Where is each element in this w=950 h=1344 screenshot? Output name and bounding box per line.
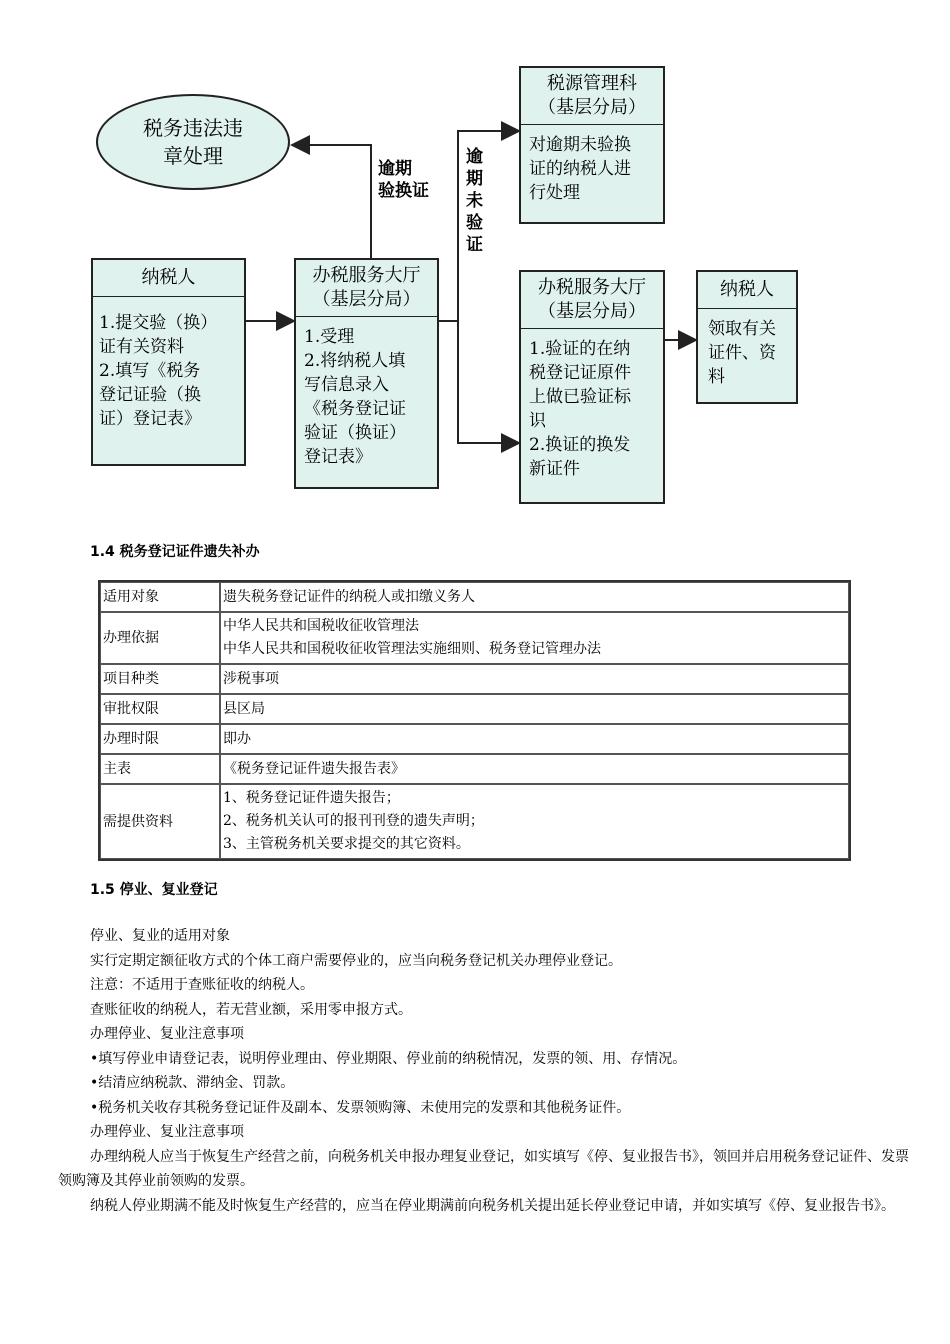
table-row — [100, 582, 849, 612]
row-label: 需提供资料 — [100, 784, 220, 859]
row-value — [220, 664, 849, 694]
box-title: 办税服务大厅 （基层分局） — [296, 260, 437, 317]
row-value — [220, 784, 849, 859]
lost-certificate-table — [98, 580, 851, 861]
label-overdue-not-verified: 逾 期 未 验 证 — [466, 147, 483, 255]
box-body: 对逾期未验换 证的纳税人进 行处理 — [529, 135, 631, 203]
section-14-title: 1.4 税务登记证件遗失补办 — [90, 544, 260, 560]
row-value — [220, 724, 849, 754]
row-value — [220, 612, 849, 664]
value-line: 即办 — [223, 730, 251, 747]
paragraph: 办理停业、复业注意事项 — [90, 1124, 244, 1140]
box-body: 1.受理 2.将纳税人填 写信息录入 《税务登记证 验证（换证） 登记表》 — [304, 327, 406, 467]
paragraph: 办理纳税人应当于恢复生产经营之前，向税务机关申报办理复业登记，如实填写《停、复业报告书》，领回并启用税务登记证件、发票领购簿及其停业前领购的发票。 — [58, 1148, 909, 1189]
value-line: 遗失税务登记证件的纳税人或扣缴义务人 — [223, 588, 475, 605]
row-label: 审批权限 — [100, 694, 220, 724]
table-row — [100, 724, 849, 754]
box-title: 税源管理科 （基层分局） — [521, 68, 663, 125]
table-body — [100, 582, 849, 859]
table-row — [100, 784, 849, 859]
row-label: 办理依据 — [100, 612, 220, 664]
value-line: 涉税事项 — [223, 670, 279, 687]
row-value — [220, 754, 849, 784]
box-title: 办税服务大厅 （基层分局） — [521, 272, 663, 329]
tax-service-hall-verify-box — [519, 270, 665, 504]
value-line: 2、税务机关认可的报刊刊登的遗失声明； — [223, 813, 484, 829]
bullet-item: •税务机关收存其税务登记证件及副本、发票领购簿、未使用完的发票和其他税务证件。 — [90, 1099, 631, 1116]
tax-service-hall-box — [294, 258, 439, 489]
table-row — [100, 664, 849, 694]
paragraph: 办理停业、复业注意事项 — [90, 1026, 244, 1042]
paragraph: 查账征收的纳税人，若无营业额，采用零申报方式。 — [90, 1001, 412, 1018]
section-15-body — [58, 924, 918, 1218]
paragraph: 实行定期定额征收方式的个体工商户需要停业的，应当向税务登记机关办理停业登记。 — [90, 952, 622, 969]
row-label: 项目种类 — [100, 664, 220, 694]
taxpayer-collect-box — [696, 270, 798, 404]
row-label: 主表 — [100, 754, 220, 784]
paragraph: 纳税人停业期满不能及时恢复生产经营的，应当在停业期满前向税务机关提出延长停业登记申请，并如实填写《停、复业报告书》。 — [90, 1197, 895, 1214]
box-title: 纳税人 — [698, 272, 796, 309]
box-title: 纳税人 — [93, 260, 244, 297]
paragraph: 停业、复业的适用对象 — [90, 928, 230, 944]
registration-verification-flowchart — [0, 0, 950, 520]
value-line: 县区局 — [223, 700, 265, 717]
taxpayer-submit-box — [91, 258, 246, 466]
row-label: 适用对象 — [100, 582, 220, 612]
box-body: 1.验证的在纳 税登记证原件 上做已验证标 识 2.换证的换发 新证件 — [529, 339, 631, 479]
label-overdue-change: 逾期 验换证 — [378, 159, 429, 201]
value-line: 《税务登记证件遗失报告表》 — [223, 760, 405, 777]
table-row — [100, 754, 849, 784]
table-row — [100, 694, 849, 724]
value-line: 1、税务登记证件遗失报告； — [223, 790, 400, 806]
table-row — [100, 612, 849, 664]
arrow-to-hall-right — [458, 321, 519, 443]
value-line: 3、主管税务机关要求提交的其它资料。 — [223, 836, 470, 852]
paragraph: 注意：不适用于查账征收的纳税人。 — [90, 977, 314, 993]
bullet-item: •填写停业申请登记表，说明停业理由、停业期限、停业前的纳税情况，发票的领、用、存情况。 — [90, 1050, 687, 1067]
box-body: 1.提交验（换） 证有关资料 2.填写《税务 登记证验（换 证）登记表》 — [99, 313, 218, 429]
box-body: 领取有关 证件、资 料 — [708, 319, 776, 387]
row-label: 办理时限 — [100, 724, 220, 754]
arrow-hall-to-violation — [292, 145, 371, 258]
value-line: 中华人民共和国税收征收管理法实施细则、税务登记管理办法 — [223, 641, 601, 657]
violation-handling-ellipse: 税务违法违 章处理 — [96, 94, 290, 190]
row-value — [220, 694, 849, 724]
value-line: 中华人民共和国税收征收管理法 — [223, 618, 419, 634]
section-15-title: 1.5 停业、复业登记 — [90, 882, 218, 898]
row-value — [220, 582, 849, 612]
tax-source-dept-box — [519, 66, 665, 224]
bullet-item: •结清应纳税款、滞纳金、罚款。 — [90, 1075, 295, 1091]
